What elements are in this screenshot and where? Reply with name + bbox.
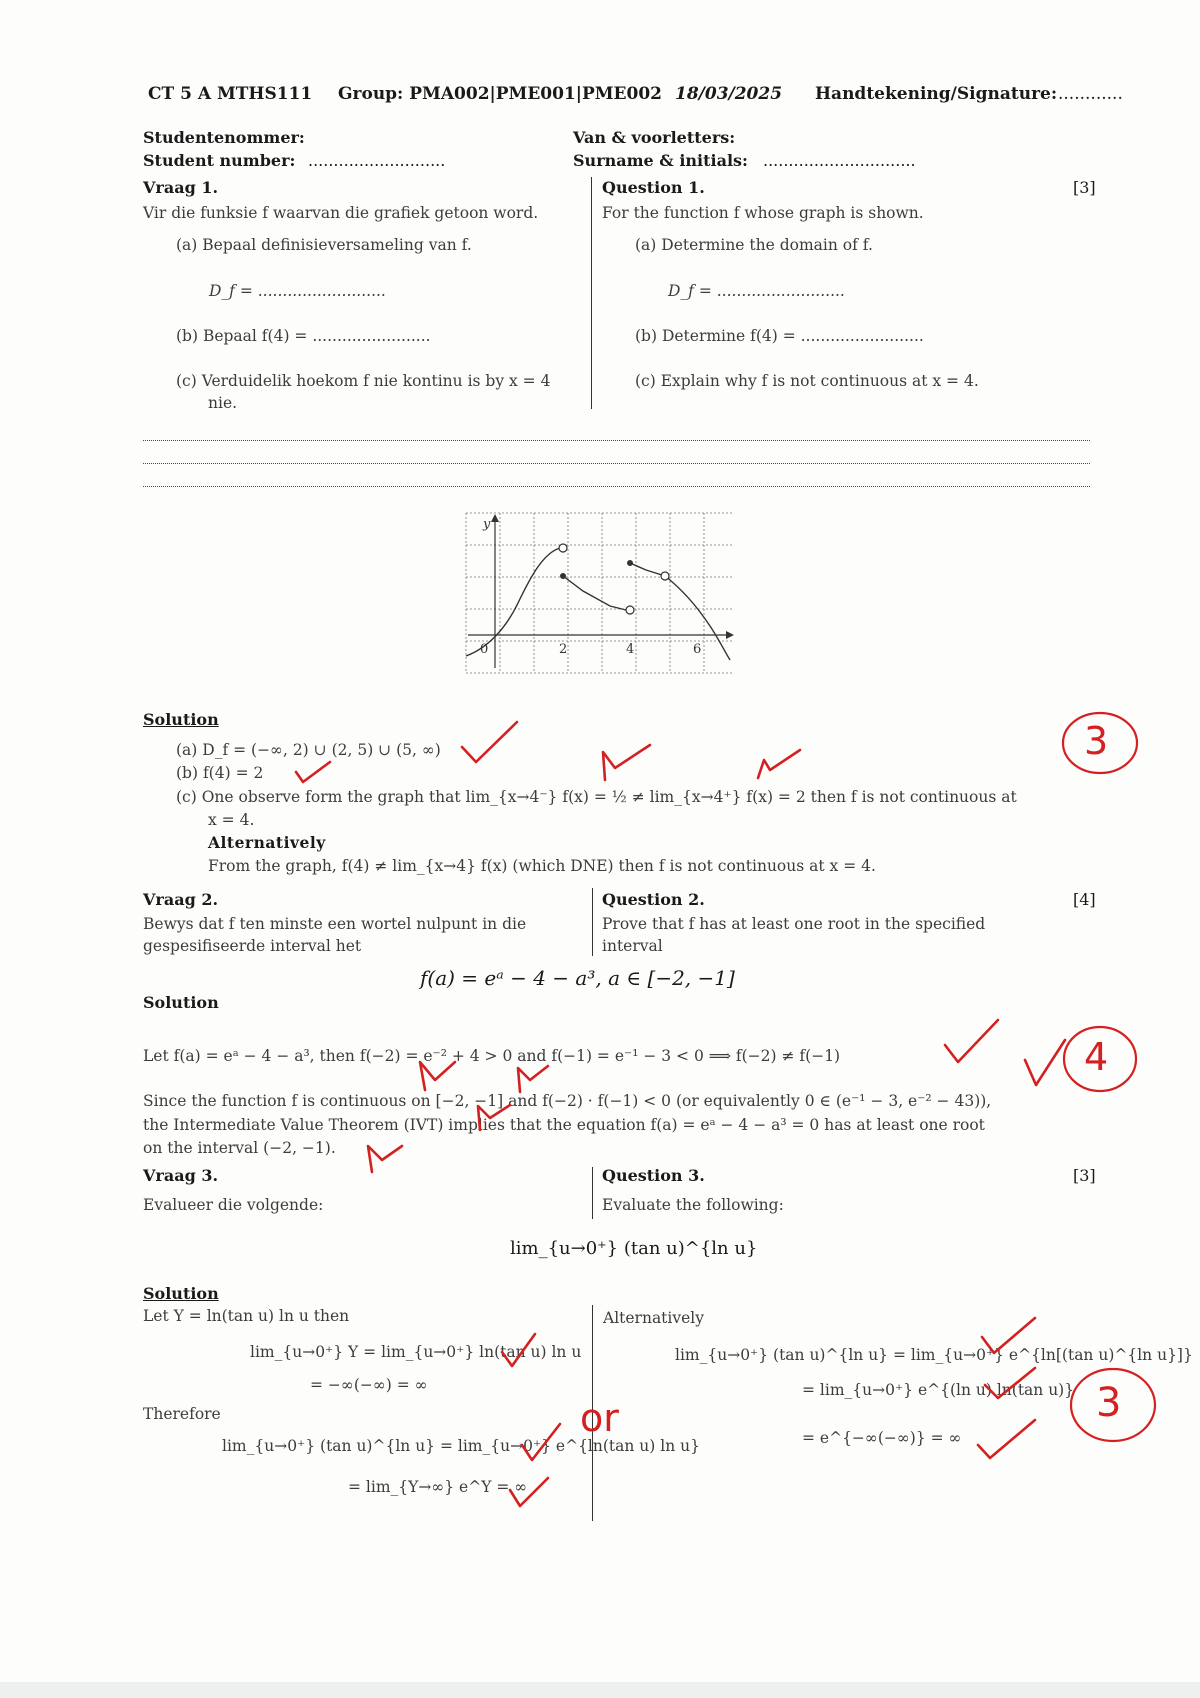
exam-date: 18/03/2025 — [675, 84, 783, 104]
solution-3-alt-title: Alternatively — [603, 1309, 705, 1327]
solution-3-step1: lim_{u→0⁺} Y = lim_{u→0⁺} ln(tan u) ln u — [250, 1343, 582, 1361]
check-icon — [462, 722, 517, 762]
solution-1-alt-title: Alternatively — [208, 833, 326, 852]
q1-marks: [3] — [1073, 178, 1096, 197]
solution-3-title: Solution — [143, 1284, 219, 1303]
check-icon — [420, 1062, 455, 1090]
solution-3-alt-step2: = lim_{u→0⁺} e^{(ln u) ln(tan u)} — [802, 1381, 1075, 1399]
q2-marks: [4] — [1073, 890, 1096, 909]
q3-intro-en: Evaluate the following: — [602, 1196, 784, 1214]
check-icon — [518, 1066, 548, 1092]
check-icon — [982, 1318, 1035, 1353]
solution-3-step4: = lim_{Y→∞} e^Y = ∞ — [348, 1478, 528, 1496]
graph-y-label: y — [483, 517, 491, 532]
solution-2-line1: Let f(a) = eᵃ − 4 − a³, then f(−2) = e⁻² + 4 > 0 and f(−1) = e⁻¹ − 3 < 0 ⟹ f(−2) ≠ f(−1) — [143, 1047, 841, 1065]
score-q2: 4 — [1084, 1035, 1109, 1079]
q3-title-en: Question 3. — [602, 1166, 705, 1185]
q2-intro-af-line1: Bewys dat f ten minste een wortel nulpunt in die — [143, 915, 527, 933]
solution-3-therefore: Therefore — [143, 1405, 221, 1423]
student-number-field[interactable]: ........................... — [308, 151, 446, 170]
q1-intro-en: For the function f whose graph is shown. — [602, 204, 924, 222]
or-annotation: or — [580, 1396, 619, 1440]
q2-title-en: Question 2. — [602, 890, 705, 909]
q1b-af[interactable]: (b) Bepaal f(4) = ........................ — [176, 327, 431, 345]
graph-tick-label: 4 — [626, 642, 635, 657]
solution-2-line2: Since the function f is continuous on [−2, −1] and f(−2) · f(−1) < 0 (or equivalently 0 ∈ (e⁻¹ − 3, e⁻² − 43)), — [143, 1092, 992, 1110]
solution-1-title: Solution — [143, 710, 219, 729]
check-icon — [502, 1334, 535, 1366]
q3-intro-af: Evalueer die volgende: — [143, 1196, 324, 1214]
q2-title-af: Vraag 2. — [143, 890, 219, 909]
solution-3-alt-step3: = e^{−∞(−∞)} = ∞ — [802, 1429, 962, 1447]
q1-domain-field-af[interactable]: D_f = .......................... — [209, 282, 386, 300]
check-icon — [1025, 1040, 1065, 1085]
check-icon — [978, 1420, 1035, 1458]
q1-intro-af: Vir die funksie f waarvan die grafiek getoon word. — [143, 204, 539, 222]
check-icon — [945, 1020, 998, 1062]
q1-title-en: Question 1. — [602, 178, 705, 197]
signature-field[interactable]: ............ — [1058, 84, 1123, 104]
check-icon — [522, 1424, 560, 1460]
surname-label-af: Van & voorletters: — [573, 128, 736, 147]
surname-label-en: Surname & initials: — [573, 151, 748, 170]
solution-2-line3: the Intermediate Value Theorem (IVT) implies that the equation f(a) = eᵃ − 4 − a³ = 0 has at least one root — [143, 1116, 985, 1134]
score-q3: 3 — [1096, 1380, 1122, 1426]
solution-3-let: Let Y = ln(tan u) ln u then — [143, 1307, 350, 1325]
solution-1b: (b) f(4) = 2 — [176, 764, 264, 782]
solution-3-alt-step1: lim_{u→0⁺} (tan u)^{ln u} = lim_{u→0⁺} e^{ln[(tan u)^{ln u}]} — [675, 1346, 1193, 1364]
graph-tick-label: 0 — [480, 642, 489, 657]
solution-2-title: Solution — [143, 993, 219, 1012]
check-icon — [478, 1105, 510, 1130]
q1-domain-field-en[interactable]: D_f = .......................... — [668, 282, 845, 300]
q2-intro-en-line1: Prove that f has at least one root in the specified — [602, 915, 986, 933]
q1a-af: (a) Bepaal definisieversameling van f. — [176, 236, 472, 254]
solution-1c-line1: (c) One observe form the graph that lim_{x→4⁻} f(x) = ½ ≠ lim_{x→4⁺} f(x) = 2 then f is not continuous at — [176, 788, 1017, 806]
solution-1-alt: From the graph, f(4) ≠ lim_{x→4} f(x) (which DNE) then f is not continuous at x = 4. — [208, 857, 876, 875]
solution-1c-line2: x = 4. — [208, 811, 255, 829]
q3-marks: [3] — [1073, 1166, 1096, 1185]
solution-3-step2: = −∞(−∞) = ∞ — [310, 1376, 428, 1394]
solution-1a: (a) D_f = (−∞, 2) ∪ (2, 5) ∪ (5, ∞) — [176, 741, 441, 759]
student-number-label-en: Student number: — [143, 151, 296, 170]
q1b-en[interactable]: (b) Determine f(4) = ......................... — [635, 327, 924, 345]
page-footer-band — [0, 1682, 1200, 1698]
q1-title-af: Vraag 1. — [143, 178, 219, 197]
check-icon — [296, 762, 330, 782]
check-icon — [985, 1368, 1035, 1398]
course-code: CT 5 A MTHS111 — [148, 84, 313, 104]
graph-tick-label: 2 — [559, 642, 568, 657]
q2-formula: f(a) = eᵃ − 4 − a³, a ∈ [−2, −1] — [420, 966, 735, 990]
graph-tick-label: 6 — [693, 642, 702, 657]
q1c-af-line1: (c) Verduidelik hoekom f nie kontinu is by x = 4 — [176, 372, 551, 390]
check-icon — [758, 750, 800, 778]
solution-3-step3: lim_{u→0⁺} (tan u)^{ln u} = lim_{u→0⁺} e^{ln(tan u) ln u} — [222, 1437, 700, 1455]
q3-formula: lim_{u→0⁺} (tan u)^{ln u} — [510, 1238, 758, 1259]
q3-title-af: Vraag 3. — [143, 1166, 219, 1185]
q1c-af-line2: nie. — [208, 394, 238, 412]
check-icon — [510, 1478, 548, 1506]
surname-field[interactable]: .............................. — [763, 151, 916, 170]
solution-2-line4: on the interval (−2, −1). — [143, 1139, 336, 1157]
q1a-en: (a) Determine the domain of f. — [635, 236, 873, 254]
check-icon — [368, 1146, 402, 1172]
signature-label: Handtekening/Signature: — [815, 84, 1058, 104]
q2-intro-en-line2: interval — [602, 937, 663, 955]
q2-intro-af-line2: gespesifiseerde interval het — [143, 937, 362, 955]
check-icon — [603, 745, 650, 780]
q1c-en: (c) Explain why f is not continuous at x = 4. — [635, 372, 979, 390]
student-number-label-af: Studentenommer: — [143, 128, 305, 147]
score-q1: 3 — [1084, 719, 1109, 763]
group-label: Group: PMA002|PME001|PME002 — [338, 84, 662, 104]
